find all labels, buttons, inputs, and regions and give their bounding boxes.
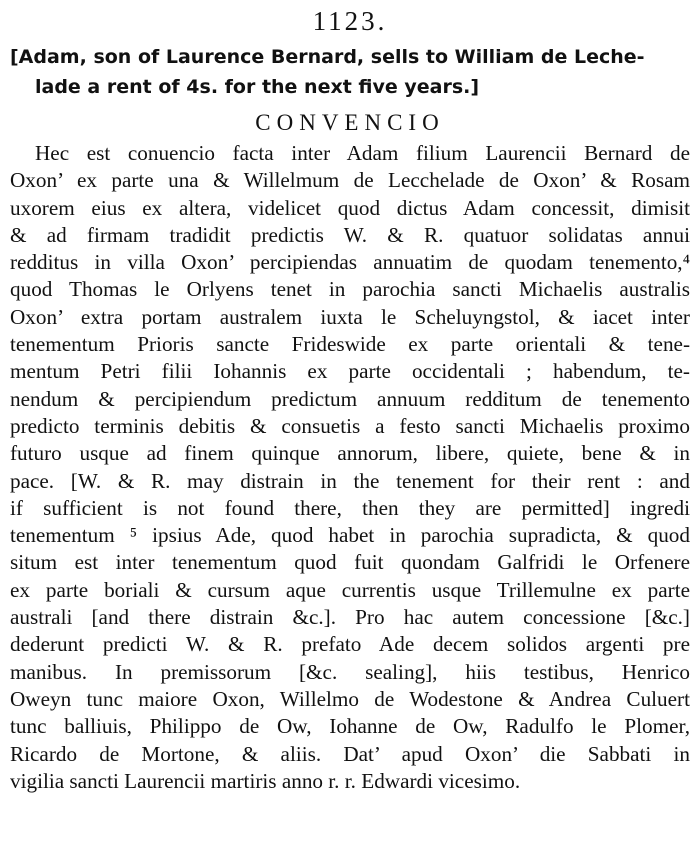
body-line: nendum & percipiendum predictum annuum redditum de tenemento — [10, 386, 690, 411]
body-line: futuro usque ad finem quinque annorum, libere, quiete, bene & in — [10, 441, 690, 466]
body-line: dederunt predicti W. & R. prefato Ade decem solidos argenti pre — [10, 632, 690, 657]
body-line: uxorem eius ex altera, videlicet quod dictus Adam concessit, dimisit — [10, 195, 690, 220]
body-line: predicto terminis debitis & consuetis a festo sancti Michaelis proximo — [10, 413, 690, 438]
body-line: if sufficient is not found there, then they are permitted] ingredi — [10, 495, 690, 520]
document-body — [10, 140, 690, 795]
body-line: Oxon’ extra portam australem iuxta le Scheluyngstol, & iacet inter — [10, 304, 690, 329]
body-line: mentum Petri filii Iohannis ex parte occidentali ; habendum, te- — [10, 359, 690, 384]
body-line: tenementum Prioris sancte Frideswide ex parte orientali & tene- — [10, 332, 690, 357]
body-line: ex parte boriali & cursum aque currentis usque Trillemulne ex parte — [10, 577, 690, 602]
document-heading: CONVENCIO — [255, 110, 445, 135]
body-line: australi [and there distrain &c.]. Pro hac autem concessione [&c.] — [10, 605, 690, 630]
body-line: manibus. In premissorum [&c. sealing], hiis testibus, Henrico — [10, 659, 690, 684]
body-line: tunc balliuis, Philippo de Ow, Iohanne de Ow, Radulfo le Plomer, — [10, 714, 690, 739]
body-line: redditus in villa Oxon’ percipiendas annuatim de quodam tenemento,⁴ — [10, 250, 690, 275]
document-number: 1123. — [312, 6, 388, 36]
body-line: Oweyn tunc maiore Oxon, Willelmo de Wodestone & Andrea Culuert — [10, 686, 690, 711]
body-line: tenementum ⁵ ipsius Ade, quod habet in parochia supradicta, & quod — [10, 523, 690, 548]
body-line: situm est inter tenementum quod fuit quondam Galfridi le Orfenere — [10, 550, 690, 575]
body-line: Oxon’ ex parte una & Willelmum de Lecchelade de Oxon’ & Rosam — [10, 168, 690, 193]
body-line: & ad firmam tradidit predictis W. & R. quatuor solidatas annui — [10, 222, 690, 247]
body-line: Hec est conuencio facta inter Adam filium Laurencii Bernard de — [35, 141, 690, 165]
document-page — [10, 4, 690, 795]
document-summary — [10, 42, 690, 102]
summary-line: lade a rent of 4s. for the next five years.] — [35, 76, 480, 98]
body-line: quod Thomas le Orlyens tenet in parochia sancti Michaelis australis — [10, 277, 690, 302]
summary-line: [Adam, son of Laurence Bernard, sells to William de Leche- — [10, 46, 645, 68]
body-line: pace. [W. & R. may distrain in the tenement for their rent : and — [10, 468, 690, 493]
body-line: vigilia sancti Laurencii martiris anno r. r. Edwardi vicesimo. — [10, 768, 521, 793]
body-line: Ricardo de Mortone, & aliis. Dat’ apud Oxon’ die Sabbati in — [10, 741, 690, 766]
